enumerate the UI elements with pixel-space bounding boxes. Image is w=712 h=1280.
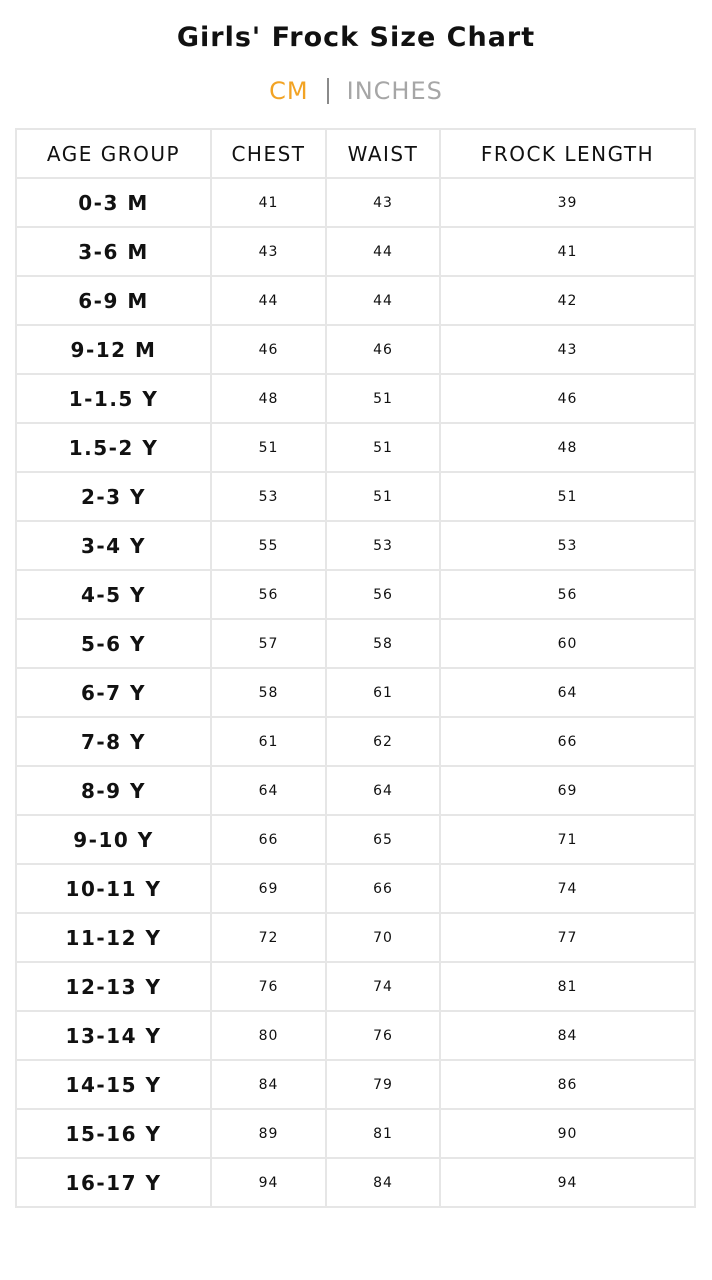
frock-length-cell: 48 xyxy=(440,423,695,472)
waist-cell: 62 xyxy=(326,717,440,766)
chest-cell: 76 xyxy=(211,962,326,1011)
table-row xyxy=(16,1011,695,1060)
waist-cell: 70 xyxy=(326,913,440,962)
chest-cell: 46 xyxy=(211,325,326,374)
frock-length-cell: 86 xyxy=(440,1060,695,1109)
header-waist: WAIST xyxy=(326,129,440,178)
waist-cell: 81 xyxy=(326,1109,440,1158)
chest-cell: 89 xyxy=(211,1109,326,1158)
unit-divider xyxy=(327,78,329,104)
age-group-cell: 11-12 Y xyxy=(16,913,211,962)
frock-length-cell: 84 xyxy=(440,1011,695,1060)
chest-cell: 53 xyxy=(211,472,326,521)
waist-cell: 61 xyxy=(326,668,440,717)
table-row xyxy=(16,325,695,374)
frock-length-cell: 56 xyxy=(440,570,695,619)
age-group-cell: 14-15 Y xyxy=(16,1060,211,1109)
chest-cell: 55 xyxy=(211,521,326,570)
age-group-cell: 16-17 Y xyxy=(16,1158,211,1207)
table-row xyxy=(16,717,695,766)
age-group-cell: 15-16 Y xyxy=(16,1109,211,1158)
chest-cell: 44 xyxy=(211,276,326,325)
waist-cell: 74 xyxy=(326,962,440,1011)
table-row xyxy=(16,227,695,276)
table-row xyxy=(16,1158,695,1207)
header-chest: CHEST xyxy=(211,129,326,178)
table-row xyxy=(16,178,695,227)
waist-cell: 76 xyxy=(326,1011,440,1060)
chest-cell: 72 xyxy=(211,913,326,962)
frock-length-cell: 77 xyxy=(440,913,695,962)
frock-length-cell: 64 xyxy=(440,668,695,717)
table-row xyxy=(16,472,695,521)
waist-cell: 79 xyxy=(326,1060,440,1109)
chest-cell: 57 xyxy=(211,619,326,668)
waist-cell: 43 xyxy=(326,178,440,227)
age-group-cell: 6-7 Y xyxy=(16,668,211,717)
waist-cell: 51 xyxy=(326,423,440,472)
chest-cell: 58 xyxy=(211,668,326,717)
frock-length-cell: 74 xyxy=(440,864,695,913)
frock-length-cell: 69 xyxy=(440,766,695,815)
waist-cell: 46 xyxy=(326,325,440,374)
table-row xyxy=(16,815,695,864)
age-group-cell: 10-11 Y xyxy=(16,864,211,913)
table-body xyxy=(16,178,695,1207)
waist-cell: 51 xyxy=(326,374,440,423)
table-row xyxy=(16,864,695,913)
age-group-cell: 1.5-2 Y xyxy=(16,423,211,472)
chest-cell: 48 xyxy=(211,374,326,423)
size-chart-table xyxy=(15,128,696,1208)
frock-length-cell: 41 xyxy=(440,227,695,276)
age-group-cell: 13-14 Y xyxy=(16,1011,211,1060)
table-row xyxy=(16,913,695,962)
frock-length-cell: 51 xyxy=(440,472,695,521)
table-row xyxy=(16,570,695,619)
table-row xyxy=(16,276,695,325)
chest-cell: 94 xyxy=(211,1158,326,1207)
frock-length-cell: 66 xyxy=(440,717,695,766)
waist-cell: 66 xyxy=(326,864,440,913)
age-group-cell: 5-6 Y xyxy=(16,619,211,668)
age-group-cell: 1-1.5 Y xyxy=(16,374,211,423)
chest-cell: 51 xyxy=(211,423,326,472)
age-group-cell: 2-3 Y xyxy=(16,472,211,521)
table-row xyxy=(16,1060,695,1109)
unit-cm-option[interactable]: CM xyxy=(269,77,309,105)
age-group-cell: 7-8 Y xyxy=(16,717,211,766)
table-row xyxy=(16,619,695,668)
age-group-cell: 9-12 M xyxy=(16,325,211,374)
age-group-cell: 0-3 M xyxy=(16,178,211,227)
chest-cell: 61 xyxy=(211,717,326,766)
age-group-cell: 4-5 Y xyxy=(16,570,211,619)
chest-cell: 64 xyxy=(211,766,326,815)
table-row xyxy=(16,766,695,815)
age-group-cell: 6-9 M xyxy=(16,276,211,325)
waist-cell: 64 xyxy=(326,766,440,815)
frock-length-cell: 60 xyxy=(440,619,695,668)
waist-cell: 53 xyxy=(326,521,440,570)
waist-cell: 56 xyxy=(326,570,440,619)
frock-length-cell: 94 xyxy=(440,1158,695,1207)
table-row xyxy=(16,1109,695,1158)
header-frock-length: FROCK LENGTH xyxy=(440,129,695,178)
chest-cell: 41 xyxy=(211,178,326,227)
chest-cell: 66 xyxy=(211,815,326,864)
page-title: Girls' Frock Size Chart xyxy=(176,22,536,53)
table-header-row xyxy=(16,129,695,178)
frock-length-cell: 42 xyxy=(440,276,695,325)
chest-cell: 69 xyxy=(211,864,326,913)
age-group-cell: 3-6 M xyxy=(16,227,211,276)
unit-inches-option[interactable]: INCHES xyxy=(346,77,443,105)
frock-length-cell: 90 xyxy=(440,1109,695,1158)
table-row xyxy=(16,521,695,570)
waist-cell: 51 xyxy=(326,472,440,521)
table-row xyxy=(16,962,695,1011)
frock-length-cell: 46 xyxy=(440,374,695,423)
chest-cell: 56 xyxy=(211,570,326,619)
age-group-cell: 8-9 Y xyxy=(16,766,211,815)
chest-cell: 43 xyxy=(211,227,326,276)
table-row xyxy=(16,668,695,717)
table-row xyxy=(16,374,695,423)
header-age-group: AGE GROUP xyxy=(16,129,211,178)
frock-length-cell: 43 xyxy=(440,325,695,374)
waist-cell: 44 xyxy=(326,276,440,325)
waist-cell: 44 xyxy=(326,227,440,276)
waist-cell: 84 xyxy=(326,1158,440,1207)
unit-toggle xyxy=(0,76,712,105)
age-group-cell: 12-13 Y xyxy=(16,962,211,1011)
frock-length-cell: 71 xyxy=(440,815,695,864)
age-group-cell: 9-10 Y xyxy=(16,815,211,864)
frock-length-cell: 39 xyxy=(440,178,695,227)
chest-cell: 80 xyxy=(211,1011,326,1060)
waist-cell: 58 xyxy=(326,619,440,668)
table-row xyxy=(16,423,695,472)
chest-cell: 84 xyxy=(211,1060,326,1109)
frock-length-cell: 53 xyxy=(440,521,695,570)
age-group-cell: 3-4 Y xyxy=(16,521,211,570)
frock-length-cell: 81 xyxy=(440,962,695,1011)
waist-cell: 65 xyxy=(326,815,440,864)
